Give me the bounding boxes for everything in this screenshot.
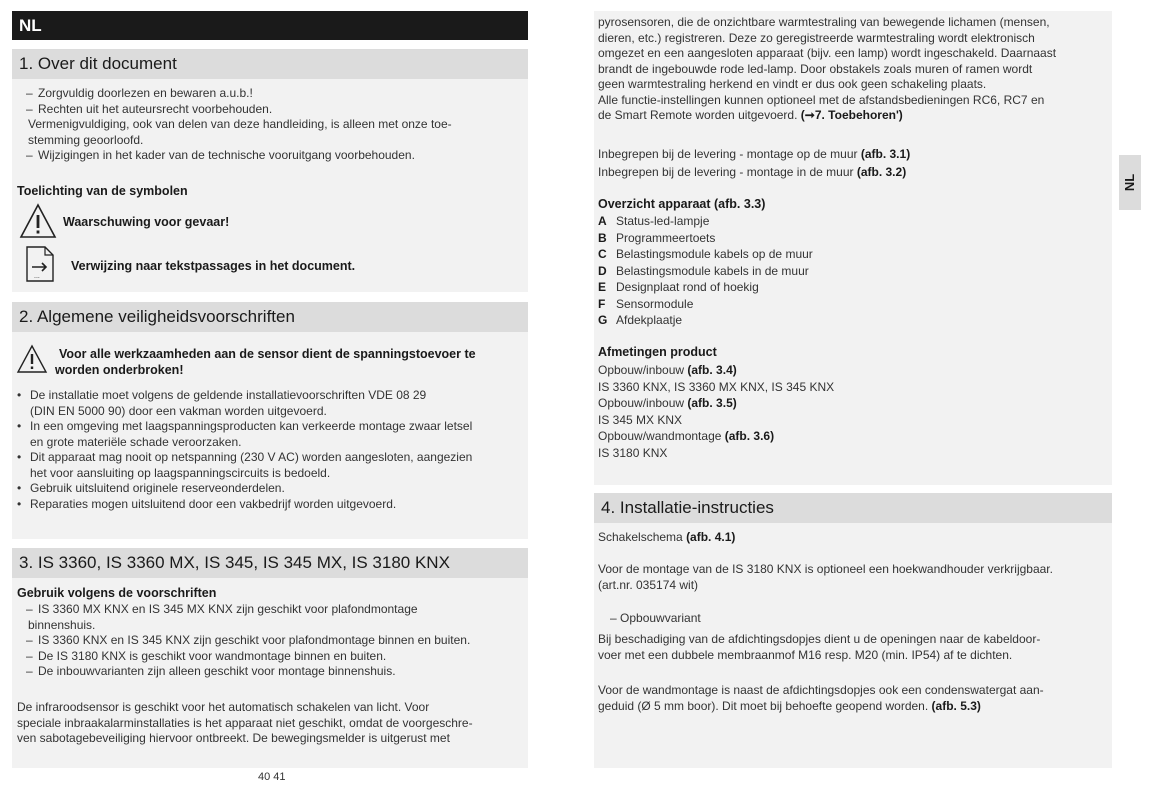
overview-label: Belastingsmodule kabels op de muur: [616, 247, 813, 261]
list-item-text: • In een omgeving met laagspanningsproducten kan verkeerde montage zwaar letsel: [30, 419, 473, 433]
dash-marker: –: [26, 664, 33, 678]
warning-symbol-text: Waarschuwing voor gevaar!: [63, 215, 230, 229]
overview-item: [598, 246, 998, 263]
surface-variant-label: – Opbouwvariant: [610, 611, 701, 625]
warning-icon: [19, 203, 57, 239]
list-item: [24, 649, 524, 665]
overview-letter: E: [598, 280, 607, 294]
text-line: pyrosensoren, die de onzichtbare warmtestraling van bewegende lichamen (mensen,: [598, 15, 1050, 29]
list-item: [14, 388, 526, 419]
list-item: [24, 133, 524, 149]
dash-marker: –: [26, 648, 33, 663]
dimension-models: IS 345 MX KNX: [598, 412, 683, 427]
section-3-title: 3. IS 3360, IS 3360 MX, IS 345, IS 345 MX, IS 3180 KNX: [12, 548, 528, 578]
list-item-text: • Reparaties mogen uitsluitend door een vakbedrijf worden uitgevoerd.: [30, 496, 397, 511]
dimension-ref: (afb. 3.4): [687, 363, 737, 377]
overview-label: Sensormodule: [616, 296, 694, 311]
list-item-text: binnenshuis.: [28, 617, 96, 632]
dimension-type: Opbouw/inbouw: [598, 396, 688, 410]
reference-symbol-text: Verwijzing naar tekstpassages in het document.: [71, 259, 356, 273]
text-line: geen warmtestraling herkend en vindt er dus ook geen schakeling plaats.: [598, 77, 987, 91]
dash-marker: –: [26, 602, 33, 616]
safety-list: [14, 388, 526, 512]
dimension-label: [598, 428, 1098, 445]
overview-letter: C: [598, 247, 607, 261]
dimensions-list: [598, 362, 1098, 461]
dimension-label: [598, 362, 1098, 379]
list-item: [24, 633, 524, 649]
continuation-paragraph: pyrosensoren, die de onzichtbare warmtestraling van bewegende lichamen (mensen, dieren, etc.) registreren. Deze zo geregistreerde warmtestraling wordt elektronisch omgezet en een aangesloten apparaat (bijv. een lamp) wordt ingeschakeld. Daarnaast brandt de ingebouwde rode led-lamp. Door obstakels zoals muren of ramen wordt geen warmtestraling herkend en vindt er dus ook geen schakeling plaats. Alle functie-instellingen kunnen optioneel met de afstandsbedieningen RC6, RC7 en de Smart Remote worden uitgevoerd. (➞7. Toebehoren'): [598, 15, 1110, 124]
list-item: [24, 602, 524, 618]
overview-item: [598, 279, 998, 296]
section-4-title: 4. Installatie-instructies: [594, 493, 1112, 523]
list-item: [14, 419, 526, 450]
list-item-text: Wijzigingen in het kader van de technische vooruitgang voorbehouden.: [38, 148, 415, 162]
overview-letter: G: [598, 313, 608, 327]
overview-item: [598, 312, 998, 329]
list-item-text: De inbouwvarianten zijn alleen geschikt voor montage binnenshuis.: [38, 664, 396, 678]
list-item-text: het voor aansluiting op laagspanningscircuits is bedoeld.: [30, 465, 331, 480]
overview-label: Programmeertoets: [616, 230, 716, 245]
dimension-type: Opbouw/inbouw: [598, 363, 688, 377]
overview-item: [598, 296, 998, 313]
overview-letter: A: [598, 214, 607, 228]
overview-label: Belastingsmodule kabels in de muur: [616, 263, 809, 278]
list-item-text: Rechten uit het auteursrecht voorbehouden.: [38, 101, 273, 116]
dimension-type: Opbouw/wandmontage: [598, 429, 725, 443]
text-line: omgezet en een aangesloten apparaat (bijv. een lamp) wordt ingeschakeld. Daarnaast: [598, 46, 1057, 60]
svg-text:...: ...: [34, 273, 40, 280]
overview-item: [598, 263, 998, 280]
list-item-text: IS 3360 KNX en IS 345 KNX zijn geschikt voor plafondmontage binnen en buiten.: [38, 633, 471, 647]
list-item: [24, 618, 524, 634]
overview-list: [598, 213, 998, 329]
section-1-list: [24, 86, 524, 164]
document-reference-icon: [25, 245, 55, 283]
list-item-text: (DIN EN 5000 90) door een vakman worden uitgevoerd.: [30, 403, 327, 418]
text-line: dieren, etc.) registreren. Deze zo geregistreerde warmtestraling wordt elektronisch: [598, 30, 1035, 45]
list-item-text: IS 3360 MX KNX en IS 345 MX KNX zijn geschikt voor plafondmontage: [38, 602, 418, 616]
section-1-title: 1. Over dit document: [12, 49, 528, 79]
safety-warning-line-1: Voor alle werkzaamheden aan de sensor dient de spanningstoevoer te: [59, 347, 476, 361]
overview-item: [598, 230, 998, 247]
sealing-paragraph: Bij beschadiging van de afdichtingsdopjes dient u de openingen naar de kabeldoor- voer met een dubbele membraanmof M16 resp. M20 (min. IP54) af te dichten.: [598, 632, 1041, 662]
list-item-text: en grote materiële schade veroorzaken.: [30, 434, 242, 449]
list-item-text: Zorgvuldig doorlezen en bewaren a.u.b.!: [38, 86, 253, 100]
sensor-paragraph: De infraroodsensor is geschikt voor het automatisch schakelen van licht. Voor speciale inbraakalarminstallaties is het apparaat niet geschikt, omdat de voorgeschre- ven sabotagebeveiliging hiervoor ontbreekt. De bewegingsmelder is uitgerust met: [17, 700, 473, 745]
overview-label: Designplaat rond of hoekig: [616, 280, 759, 294]
list-item-text: De IS 3180 KNX is geschikt voor wandmontage binnen en buiten.: [38, 648, 387, 663]
side-language-tab: NL: [1119, 155, 1141, 210]
list-item: [24, 102, 524, 118]
warning-icon: [16, 344, 48, 374]
list-item-text: Vermenigvuldiging, ook van delen van deze handleiding, is alleen met onze toe-: [28, 117, 452, 131]
overview-letter: F: [598, 296, 606, 311]
list-item-text: • Gebruik uitsluitend originele reserveonderdelen.: [30, 481, 285, 495]
list-item-text: stemming geoorloofd.: [28, 132, 144, 147]
dimension-models: IS 3180 KNX: [598, 445, 668, 460]
overview-heading: Overzicht apparaat (afb. 3.3): [598, 197, 766, 211]
dash-marker: –: [26, 86, 33, 100]
usage-list: [24, 602, 524, 680]
symbols-heading: Toelichting van de symbolen: [17, 184, 188, 198]
dimension-label: [598, 395, 1098, 412]
wall-mounting-paragraph: Voor de wandmontage is naast de afdichtingsdopjes ook een condenswatergat aan- geduid (Ø 5 mm boor). Dit moet bij behoefte geopend worden. (afb. 5.3): [598, 683, 1044, 713]
overview-letter: B: [598, 230, 607, 245]
corner-bracket-paragraph: Voor de montage van de IS 3180 KNX is optioneel een hoekwandhouder verkrijgbaar. (art.nr. 035174 wit): [598, 562, 1053, 592]
overview-label: Status-led-lampje: [616, 214, 710, 228]
delivery-info: Inbegrepen bij de levering - montage op de muur (afb. 3.1) Inbegrepen bij de levering - montage in de muur (afb. 3.2): [598, 147, 911, 179]
overview-label: Afdekplaatje: [616, 313, 683, 327]
usage-heading: Gebruik volgens de voorschriften: [17, 586, 217, 600]
list-item: [14, 497, 526, 513]
wiring-diagram-ref: Schakelschema (afb. 4.1): [598, 530, 736, 544]
dash-marker: –: [26, 101, 33, 116]
section-2-title: 2. Algemene veiligheidsvoorschriften: [12, 302, 528, 332]
language-tag: NL: [12, 11, 528, 40]
overview-letter: D: [598, 263, 607, 278]
page-numbers: 40 41: [258, 771, 286, 783]
list-item: [14, 450, 526, 481]
list-item: [24, 148, 524, 164]
list-item: [24, 86, 524, 102]
list-item-text: • Dit apparaat mag nooit op netspanning (230 V AC) worden aangesloten, aangezien: [30, 450, 473, 464]
text-line: Alle functie-instellingen kunnen optioneel met de afstandsbedieningen RC6, RC7 en: [598, 92, 1045, 107]
dimension-ref: (afb. 3.5): [687, 396, 737, 410]
safety-warning-line-2: worden onderbroken!: [55, 363, 184, 377]
list-item-text: • De installatie moet volgens de geldende installatievoorschriften VDE 08 29: [30, 388, 427, 402]
list-item: [14, 481, 526, 497]
dash-marker: –: [26, 633, 33, 647]
dimensions-heading: Afmetingen product: [598, 345, 717, 359]
list-item: [24, 117, 524, 133]
dimension-ref: (afb. 3.6): [724, 429, 775, 443]
overview-item: [598, 213, 998, 230]
list-item: [24, 664, 524, 680]
dash-marker: –: [26, 148, 33, 162]
text-line: brandt de ingebouwde rode led-lamp. Door obstakels zoals muren of ramen wordt: [598, 61, 1033, 76]
dimension-models: IS 3360 KNX, IS 3360 MX KNX, IS 345 KNX: [598, 379, 835, 394]
